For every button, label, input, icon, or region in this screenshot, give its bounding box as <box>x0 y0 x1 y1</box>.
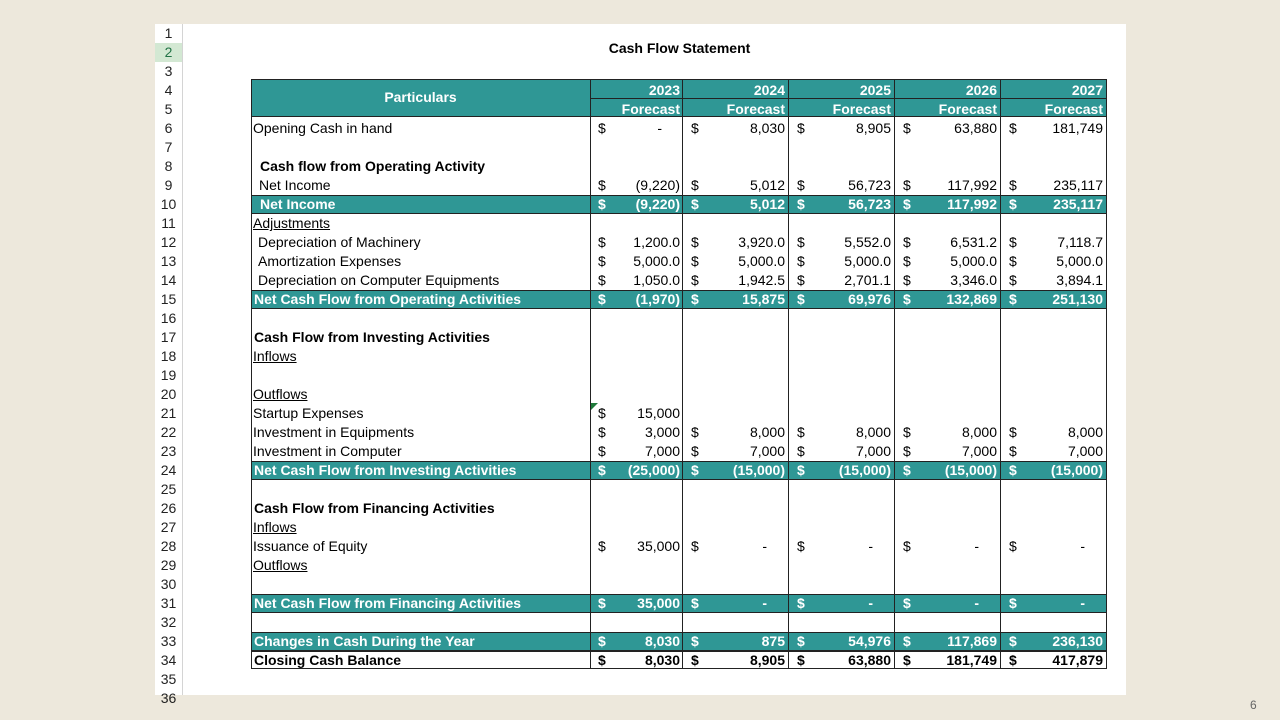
currency-symbol[interactable]: $ <box>797 595 805 611</box>
currency-symbol[interactable]: $ <box>1009 196 1017 212</box>
currency-symbol[interactable]: $ <box>797 652 805 668</box>
row-number-25[interactable]: 25 <box>160 481 177 497</box>
currency-symbol[interactable]: $ <box>1009 652 1017 668</box>
row-number-16[interactable]: 16 <box>160 310 177 326</box>
currency-symbol[interactable]: $ <box>797 633 805 649</box>
row-label[interactable]: Opening Cash in hand <box>253 120 393 136</box>
currency-symbol[interactable]: $ <box>691 120 699 136</box>
row-number-27[interactable]: 27 <box>160 519 177 535</box>
currency-symbol[interactable]: $ <box>691 652 699 668</box>
currency-symbol[interactable]: $ <box>598 462 606 478</box>
header-year-2026[interactable]: 2026 <box>965 82 997 98</box>
cell-value[interactable]: 5,000.0 <box>844 253 891 269</box>
row-number-2[interactable]: 2 <box>155 43 182 62</box>
cell-value[interactable]: 5,012 <box>749 177 785 193</box>
cell-value[interactable]: - <box>974 595 979 611</box>
row-label[interactable]: Cash Flow from Financing Activities <box>254 500 495 516</box>
cell-value[interactable]: 3,894.1 <box>1056 272 1103 288</box>
cell-value[interactable]: 117,992 <box>947 196 997 212</box>
row-label[interactable]: Depreciation of Machinery <box>258 234 421 250</box>
row-label[interactable]: Net Cash Flow from Operating Activities <box>254 291 522 307</box>
currency-symbol[interactable]: $ <box>1009 443 1017 459</box>
cell-value[interactable]: 15,875 <box>742 291 785 307</box>
cell-value[interactable]: 417,879 <box>1052 652 1103 668</box>
row-label[interactable]: Inflows <box>253 348 297 364</box>
row-label[interactable]: Net Income <box>259 177 331 193</box>
page-number: 6 <box>1250 698 1257 712</box>
cell-value[interactable]: (9,220) <box>635 177 680 193</box>
header-year-2027[interactable]: 2027 <box>1071 82 1103 98</box>
currency-symbol[interactable]: $ <box>598 595 606 611</box>
header-forecast-2027[interactable]: Forecast <box>1044 101 1103 117</box>
header-year-2023[interactable]: 2023 <box>648 82 680 98</box>
currency-symbol[interactable]: $ <box>598 196 606 212</box>
column-divider <box>1000 79 1001 669</box>
row-number-14[interactable]: 14 <box>160 272 177 288</box>
currency-symbol[interactable]: $ <box>691 595 699 611</box>
row-label[interactable]: Outflows <box>253 557 308 573</box>
row-label[interactable]: Closing Cash Balance <box>254 652 402 668</box>
cell-value[interactable]: 7,118.7 <box>1057 234 1103 250</box>
sheet-title[interactable]: Cash Flow Statement <box>608 40 751 56</box>
cell-value[interactable]: 56,723 <box>848 177 891 193</box>
row-label[interactable]: Amortization Expenses <box>258 253 402 269</box>
row-number-22[interactable]: 22 <box>160 424 177 440</box>
row-number-19[interactable]: 19 <box>160 367 177 383</box>
cell-value[interactable]: 5,012 <box>749 196 785 212</box>
row-number-13[interactable]: 13 <box>160 253 177 269</box>
cell-value[interactable]: 1,050.0 <box>633 272 680 288</box>
currency-symbol[interactable]: $ <box>903 234 911 250</box>
cell-value[interactable]: 5,000.0 <box>738 253 785 269</box>
cell-value[interactable]: 2,701.1 <box>844 272 891 288</box>
row-number-6[interactable]: 6 <box>164 120 173 136</box>
currency-symbol[interactable]: $ <box>1009 462 1017 478</box>
row-label[interactable]: Inflows <box>253 519 297 535</box>
cell-value[interactable]: - <box>1080 538 1085 554</box>
currency-symbol[interactable]: $ <box>797 234 805 250</box>
currency-symbol[interactable]: $ <box>903 272 911 288</box>
row-header-column[interactable] <box>155 24 183 706</box>
currency-symbol[interactable]: $ <box>797 253 805 269</box>
currency-symbol[interactable]: $ <box>903 253 911 269</box>
cell-value[interactable]: 236,130 <box>1052 633 1103 649</box>
row-label[interactable]: Changes in Cash During the Year <box>254 633 475 649</box>
cell-value[interactable]: 7,000 <box>644 443 680 459</box>
header-forecast-2023[interactable]: Forecast <box>621 101 680 117</box>
cell-value[interactable]: 8,030 <box>644 652 680 668</box>
row-number-23[interactable]: 23 <box>160 443 177 459</box>
column-divider <box>788 79 789 669</box>
row-number-21[interactable]: 21 <box>160 405 177 421</box>
row-number-33[interactable]: 33 <box>160 633 177 649</box>
currency-symbol[interactable]: $ <box>598 652 606 668</box>
cell-value[interactable]: 8,000 <box>1067 424 1103 440</box>
currency-symbol[interactable]: $ <box>1009 424 1017 440</box>
cell-value[interactable]: 35,000 <box>637 538 680 554</box>
currency-symbol[interactable]: $ <box>1009 272 1017 288</box>
currency-symbol[interactable]: $ <box>1009 291 1017 307</box>
row-number-9[interactable]: 9 <box>164 177 173 193</box>
currency-symbol[interactable]: $ <box>1009 538 1017 554</box>
header-forecast-2026[interactable]: Forecast <box>938 101 997 117</box>
row-number-30[interactable]: 30 <box>160 576 177 592</box>
cell-value[interactable]: 235,117 <box>1053 177 1103 193</box>
row-label[interactable]: Cash flow from Operating Activity <box>260 158 486 174</box>
currency-symbol[interactable]: $ <box>797 177 805 193</box>
currency-symbol[interactable]: $ <box>691 633 699 649</box>
cell-value[interactable]: 1,942.5 <box>738 272 785 288</box>
currency-symbol[interactable]: $ <box>691 177 699 193</box>
currency-symbol[interactable]: $ <box>1009 120 1017 136</box>
cell-value[interactable]: 54,976 <box>848 633 891 649</box>
currency-symbol[interactable]: $ <box>903 652 911 668</box>
currency-symbol[interactable]: $ <box>691 234 699 250</box>
row-number-24[interactable]: 24 <box>160 462 177 478</box>
row-label[interactable]: Depreciation on Computer Equipments <box>258 272 500 288</box>
row-label[interactable]: Issuance of Equity <box>253 538 368 554</box>
currency-symbol[interactable]: $ <box>797 538 805 554</box>
currency-symbol[interactable]: $ <box>691 424 699 440</box>
row-number-18[interactable]: 18 <box>160 348 177 364</box>
currency-symbol[interactable]: $ <box>903 538 911 554</box>
cell-value[interactable]: 7,000 <box>961 443 997 459</box>
cell-value[interactable]: 8,000 <box>749 424 785 440</box>
cell-value[interactable]: (15,000) <box>944 462 997 478</box>
cell-value[interactable]: 63,880 <box>954 120 997 136</box>
row-number-15[interactable]: 15 <box>160 291 177 307</box>
cell-value[interactable]: - <box>762 538 767 554</box>
row-number-10[interactable]: 10 <box>160 196 177 212</box>
cell-value[interactable]: 117,869 <box>947 633 997 649</box>
cell-value[interactable]: 8,000 <box>961 424 997 440</box>
currency-symbol[interactable]: $ <box>691 462 699 478</box>
cell-value[interactable]: 117,992 <box>947 177 997 193</box>
currency-symbol[interactable]: $ <box>598 234 606 250</box>
cell-value[interactable]: - <box>762 595 767 611</box>
header-year-2025[interactable]: 2025 <box>859 82 891 98</box>
row-number-31[interactable]: 31 <box>160 595 177 611</box>
currency-symbol[interactable]: $ <box>903 595 911 611</box>
currency-symbol[interactable]: $ <box>797 462 805 478</box>
row-number-26[interactable]: 26 <box>160 500 177 516</box>
cell-value[interactable]: 7,000 <box>1067 443 1103 459</box>
cell-value[interactable]: - <box>657 120 662 136</box>
cell-value[interactable]: 7,000 <box>749 443 785 459</box>
row-number-34[interactable]: 34 <box>160 652 177 668</box>
cell-value[interactable]: 6,531.2 <box>950 234 997 250</box>
cell-value[interactable]: 235,117 <box>1053 196 1103 212</box>
currency-symbol[interactable]: $ <box>1009 177 1017 193</box>
row-number-11[interactable]: 11 <box>161 215 176 231</box>
currency-symbol[interactable]: $ <box>797 291 805 307</box>
cell-value[interactable]: - <box>974 538 979 554</box>
header-particulars[interactable]: Particulars <box>384 89 457 105</box>
column-divider <box>682 79 683 669</box>
cell-value[interactable]: (1,970) <box>635 291 680 307</box>
currency-symbol[interactable]: $ <box>1009 595 1017 611</box>
column-divider <box>590 79 591 669</box>
row-number-8[interactable]: 8 <box>164 158 173 174</box>
currency-symbol[interactable]: $ <box>903 462 911 478</box>
cell-value[interactable]: - <box>1080 595 1085 611</box>
currency-symbol[interactable]: $ <box>1009 234 1017 250</box>
currency-symbol[interactable]: $ <box>598 272 606 288</box>
cell-value[interactable]: 8,000 <box>855 424 891 440</box>
row-number-1[interactable]: 1 <box>164 25 173 41</box>
spreadsheet-sheet[interactable] <box>155 24 1126 706</box>
cell-error-indicator-icon[interactable] <box>591 403 598 410</box>
row-number-7[interactable]: 7 <box>164 139 173 155</box>
row-label[interactable]: Investment in Computer <box>253 443 402 459</box>
cell-value[interactable]: 5,000.0 <box>633 253 680 269</box>
cell-value[interactable]: (15,000) <box>1050 462 1103 478</box>
header-year-2024[interactable]: 2024 <box>753 82 785 98</box>
cell-value[interactable]: 251,130 <box>1052 291 1103 307</box>
header-forecast-2024[interactable]: Forecast <box>726 101 785 117</box>
cell-value[interactable]: - <box>868 538 873 554</box>
row-number-5[interactable]: 5 <box>164 101 173 117</box>
row-label[interactable]: Net Income <box>260 196 336 212</box>
header-forecast-2025[interactable]: Forecast <box>832 101 891 117</box>
column-divider <box>894 79 895 669</box>
row-number-32[interactable]: 32 <box>160 614 177 630</box>
currency-symbol[interactable]: $ <box>691 291 699 307</box>
currency-symbol[interactable]: $ <box>598 253 606 269</box>
cell-value[interactable]: (25,000) <box>627 462 680 478</box>
currency-symbol[interactable]: $ <box>598 291 606 307</box>
currency-symbol[interactable]: $ <box>598 120 606 136</box>
cell-value[interactable]: 8,030 <box>749 120 785 136</box>
currency-symbol[interactable]: $ <box>797 443 805 459</box>
row-number-17[interactable]: 17 <box>160 329 177 345</box>
row-label[interactable]: Investment in Equipments <box>253 424 415 440</box>
currency-symbol[interactable]: $ <box>797 196 805 212</box>
row-label[interactable]: Cash Flow from Investing Activities <box>254 329 490 345</box>
cell-value[interactable]: 8,905 <box>855 120 891 136</box>
currency-symbol[interactable]: $ <box>903 291 911 307</box>
row-number-partial[interactable]: 36 <box>160 690 177 706</box>
currency-symbol[interactable]: $ <box>903 120 911 136</box>
row-number-12[interactable]: 12 <box>160 234 177 250</box>
row-number-3[interactable]: 3 <box>164 63 173 79</box>
cell-value[interactable]: 5,000.0 <box>1056 253 1103 269</box>
currency-symbol[interactable]: $ <box>598 405 606 421</box>
currency-symbol[interactable]: $ <box>903 633 911 649</box>
cell-value[interactable]: 132,869 <box>946 291 997 307</box>
currency-symbol[interactable]: $ <box>598 424 606 440</box>
currency-symbol[interactable]: $ <box>903 196 911 212</box>
currency-symbol[interactable]: $ <box>598 443 606 459</box>
cell-value[interactable]: 181,749 <box>946 652 997 668</box>
currency-symbol[interactable]: $ <box>691 253 699 269</box>
row-number-4[interactable]: 4 <box>164 82 173 98</box>
cell-value[interactable]: 3,920.0 <box>738 234 785 250</box>
cell-value[interactable]: (15,000) <box>838 462 891 478</box>
cell-value[interactable]: 15,000 <box>637 405 680 421</box>
row-number-35[interactable]: 35 <box>160 671 177 687</box>
cell-value[interactable]: (15,000) <box>732 462 785 478</box>
row-number-28[interactable]: 28 <box>160 538 177 554</box>
cell-value[interactable]: 35,000 <box>637 595 680 611</box>
currency-symbol[interactable]: $ <box>691 443 699 459</box>
row-label[interactable]: Net Cash Flow from Financing Activities <box>254 595 522 611</box>
cell-value[interactable]: 181,749 <box>1052 120 1103 136</box>
row-label[interactable]: Startup Expenses <box>253 405 364 421</box>
currency-symbol[interactable]: $ <box>903 424 911 440</box>
cell-value[interactable]: 56,723 <box>848 196 891 212</box>
currency-symbol[interactable]: $ <box>691 538 699 554</box>
cell-value[interactable]: 875 <box>761 633 785 649</box>
currency-symbol[interactable]: $ <box>903 443 911 459</box>
cell-value[interactable]: (9,220) <box>635 196 680 212</box>
cell-value[interactable]: - <box>868 595 873 611</box>
cell-value[interactable]: 5,000.0 <box>950 253 997 269</box>
cell-value[interactable]: 7,000 <box>855 443 891 459</box>
currency-symbol[interactable]: $ <box>598 177 606 193</box>
cell-value[interactable]: 5,552.0 <box>844 234 891 250</box>
currency-symbol[interactable]: $ <box>1009 253 1017 269</box>
cell-value[interactable]: 1,200.0 <box>633 234 680 250</box>
currency-symbol[interactable]: $ <box>598 633 606 649</box>
row-label[interactable]: Net Cash Flow from Investing Activities <box>254 462 517 478</box>
cell-value[interactable]: 69,976 <box>848 291 891 307</box>
cell-value[interactable]: 63,880 <box>848 652 891 668</box>
currency-symbol[interactable]: $ <box>903 177 911 193</box>
row-label[interactable]: Outflows <box>253 386 308 402</box>
cell-value[interactable]: 3,346.0 <box>950 272 997 288</box>
currency-symbol[interactable]: $ <box>797 272 805 288</box>
row-number-20[interactable]: 20 <box>160 386 177 402</box>
cell-value[interactable]: 8,905 <box>749 652 785 668</box>
currency-symbol[interactable]: $ <box>797 120 805 136</box>
cell-value[interactable]: 3,000 <box>644 424 680 440</box>
row-number-29[interactable]: 29 <box>160 557 177 573</box>
currency-symbol[interactable]: $ <box>1009 633 1017 649</box>
currency-symbol[interactable]: $ <box>691 272 699 288</box>
row-label[interactable]: Adjustments <box>253 215 331 231</box>
cell-value[interactable]: 8,030 <box>644 633 680 649</box>
currency-symbol[interactable]: $ <box>691 196 699 212</box>
currency-symbol[interactable]: $ <box>797 424 805 440</box>
currency-symbol[interactable]: $ <box>598 538 606 554</box>
